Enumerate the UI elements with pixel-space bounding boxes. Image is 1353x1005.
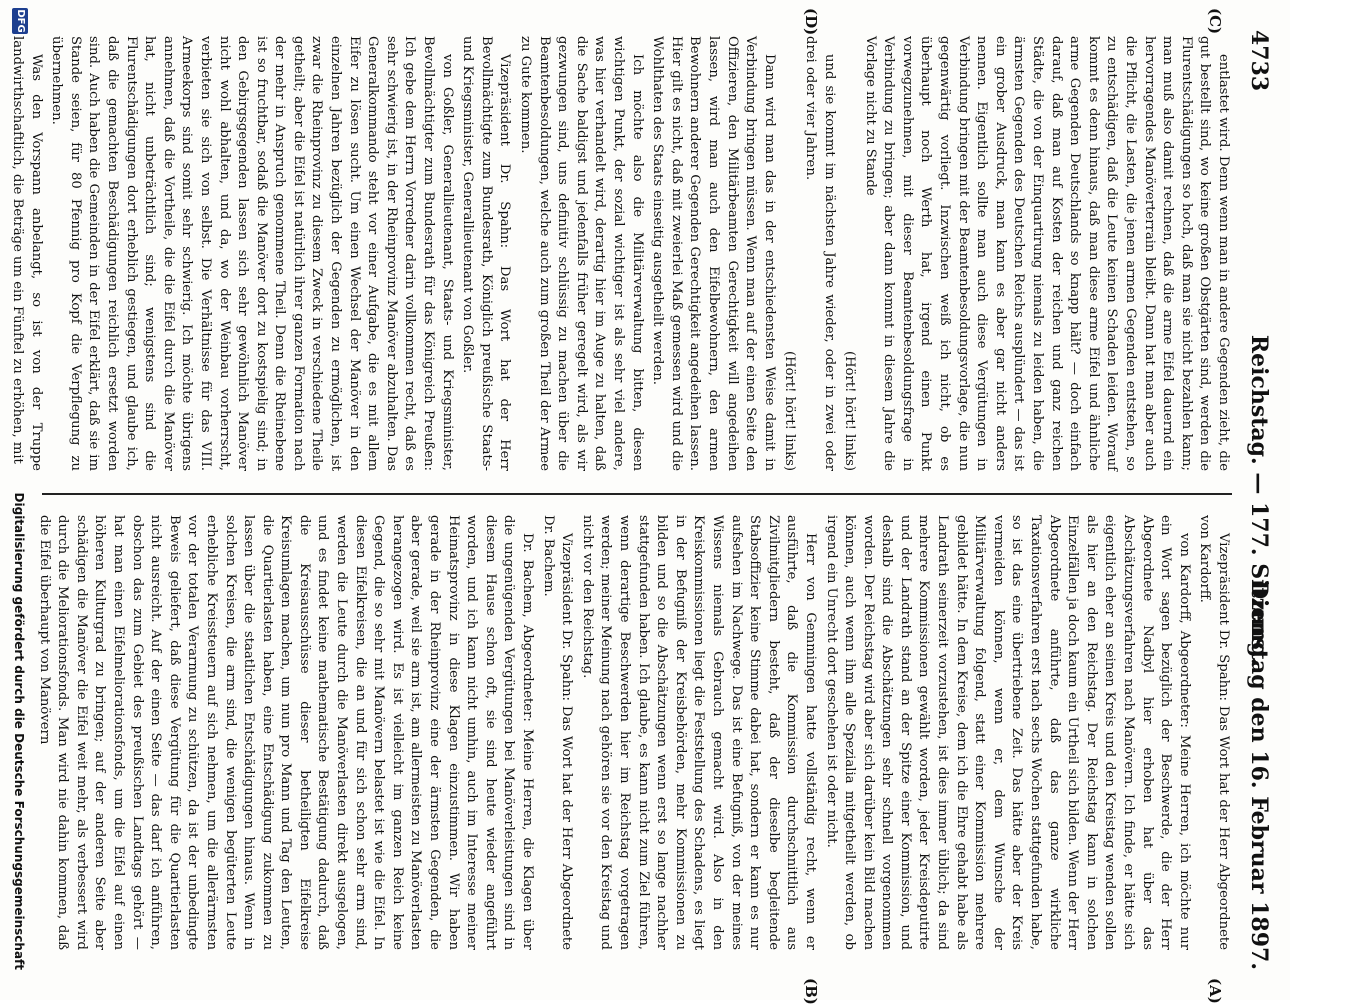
page-number: 4733 (1246, 30, 1272, 92)
margin-mark-b: (B) (802, 978, 820, 1005)
digitization-credit-strip (8, 0, 30, 1000)
paragraph: Ich möchte also die Militärverwaltung bitten, diesen wichtigen Punkt, der sozial wichtiger ist als sehr viel andere, was hier verhandelt wird, derartig hier im Auge zu halten, daß die Sache baldigst und jedenfalls früher geregelt wird, als wir gezwungen sind, uns definitiv schlüssig zu machen über die Beamtenbesoldungen, welche auch zum großen Theil der Armee zu Gute kommen. (518, 36, 645, 471)
margin-mark-d: (D) (802, 8, 820, 36)
page-header (1238, 30, 1278, 970)
paragraph: von Kardorff, Abgeordneter: Meine Herren, ich möchte nur ein Wort sagen bezüglich der Beschwerde, die der Herr Abgeordnete Nadbyl hier erhoben hat über das Abschätzungsverfahren nach Manövern. Ich finde, er hätte sich eigentlich eher an seinen Kreis und den Kreistag wenden sollen als hier an den Reichstag. Der Reichstag kann in solchen Einzelfällen ja doch kaum ein Urtheil sich bilden. Wenn der Herr Abgeordnete anführte, daß das ganze wirkliche Taxationsverfahren erst nach sechs Wochen stattgefunden habe, so ist das eine übertriebene Zeit. Das hätte aber der Kreis vermeiden können, wenn er, dem Wunsche der Militärverwaltung folgend, statt einer Kommission mehrere gebildet hätte. In dem Kreise, dem ich die Ehre gehabt habe als Landrath seinerzeit vorzustehen, ist dies immer üblich; da sind mehrere Kommissionen gewählt worden, jeder Kreisdeputirte und der Landrath stand an der Spitze einer Kommission, und deshalb sind die Abschätzungen sehr schnell vorgenommen worden. Der Reichstag wird aber sich darüber kein Bild machen können, auch wenn ihm alle Spezialia mitgetheilt werden, ob irgend ein Unrecht dort geschehen ist oder nicht. (823, 515, 1192, 950)
paragraph: von Goßler, Generallieutenant, Staats- und Kriegsminister, Bevollmächtigter zum Bundesrath für das Königreich Preußen: Ich gebe dem Herrn Vorredner darin vollkommen recht, daß es sehr schwierig ist, in der Rheinprovinz Manöver abzuhalten. Das Generalkommando steht vor einer Aufgabe, die es mit allem Eifer zu lösen sucht. Um einen Wechsel der Manöver in den einzelnen Jahren bezüglich der Gegenden zu ermöglichen, ist zwar die Rheinprovinz zu diesem Zweck in verschiedene Theile getheilt; aber die Eifel ist natürlich ihrer ganzen Formation nach der mehr in Anspruch genommene Theil. Denn die Rheinebene ist so fruchtbar, sodaß die Manöver dort zu kostspielig sind; in den Gebirgsgegenden lassen sich sehr gewöhnlich Manöver nicht wohl abhalten, und da, wo der Weinbau vorherrscht, verbieten sie sich von selbst. Die Verhältnisse für das VIII. Armeekorps sind somit sehr schwierig. Ich möchte übrigens annehmen, daß die Vortheile, die die Eifel durch die Manöver hat, nicht unbeträchtlich sind; wenigstens sind die Flurentschädigungen dort erheblich gestiegen, und glaube ich, daß die gemachten Beschädigungen reichlich ersetzt worden sind. Auch haben die Gemeinden in der Eifel erklärt, daß sie im Stande seien, für 80 Pfennig pro Kopf die Verpflegung zu übernehmen. (49, 36, 455, 471)
paragraph: Vizepräsident Dr. Spahn: Das Wort hat der Herr Abgeordnete Dr. Bachem. (540, 515, 575, 950)
paragraph: Dr. Bachem, Abgeordneter: Meine Herren, die Klagen über die ungenügenden Vergütungen bei Manöverleistungen sind in diesem Hause schon oft, sie sind heute wieder angeführt worden, und ich kann nicht umhin, auch im Interesse meiner Heimatsprovinz in diese Klagen einzustimmen. Wir haben gerade in der Rheinprovinz eine der ärmsten Gegenden, die aber gerade, weil sie arm ist, am allermeisten zu Manöverlasten herangezogen wird. Es ist vielleicht im ganzen Reich keine Gegend, die so sehr mit Manövern belastet ist wie die Eifel. In diesen Eifelkreisen, die an und für sich schon sehr arm sind, werden die Leute durch die Manöverlasten direkt ausgelogen, und es findet keine mathematische Bestätigung dadurch, daß die Kreisausschüsse dieser betheiligten Eifelkreise Kreisumlagen machen, um nun pro Mann und Tag den Leuten, die Quartierlasten haben, eine Entschädigung zukommen zu lassen über die staatlichen Entschädigungen hinaus. Wenn in solchen Kreisen, die arm sind, die wenigen begüterten Leute erhebliche Kreissteuern auf sich nehmen, um die allerärmsten vor der totalen Verarmung zu schützen, da ist der unbedingte Beweis geliefert, daß diese Vergütung für die Quartierlasten nicht ausreicht. Auf der einen Seite — das darf ich anführen, obschon das zum Gebiet des preußischen Landtags gehört — hat man einen Eifelmeliorationsfonds, um die Eifel auf einen höheren Kulturgrad zu bringen; auf der anderen Seite aber schädigen die Manöver die Eifel weit mehr, als verbessert wird durch die Meliorationsfonds. Man wird nie dahin kommen, daß die Eifel überhaupt von Manövern (36, 515, 536, 950)
margin-mark-c: (C) (1206, 8, 1224, 35)
interjection: (Hört! hört! links) (782, 350, 798, 471)
margin-mark-a: (A) (1206, 978, 1224, 1004)
interjection: (Hört! hört! links) (842, 350, 858, 471)
page-date: Dienstag den 16. Februar 1897. (1246, 579, 1272, 970)
paragraph: und sie kommt im nächsten Jahre wieder, oder in zwei oder drei oder vier Jahren. (802, 36, 837, 471)
paragraph: Was den Vorspann anbelangt, so ist von der Truppe landwirthschaftlich, die Beträge um ein Fünftel zu erhöhen, mit (10, 36, 44, 471)
paragraph: Vizepräsident Dr. Spahn: Das Wort hat der Herr Abgeordnete von Kardorff. (1197, 515, 1231, 950)
column-divider (42, 493, 1232, 495)
dfg-logo-icon: DFG (12, 8, 28, 34)
right-text-column (10, 36, 1232, 471)
left-text-column (36, 515, 1232, 950)
paragraph: Vizepräsident Dr. Spahn: Das Wort hat der Herr Bevollmächtigte zum Bundesrath, Königlich preußische Staats- und Kriegsminister, Generallieutenant von Goßler. (460, 36, 513, 471)
digitization-credit: Digitalisierung gefördert durch die Deutsche Forschungsgemeinschaft (12, 492, 26, 970)
paragraph: entlastet wird. Denn wenn man in andere Gegenden zieht, die gut bestellt sind, wo keine großen Obstgärten sind, werden die Flurentschädigungen so hoch, daß man sie nicht bezahlen kann; man muß also damit rechnen, daß die arme Eifel dauernd ein hervorragendes Manöverterrain bleibt. Dann hat man aber auch die Pflicht, die Lasten, die jenen armen Gegenden entstehen, so zu entschädigen, daß die Leute keinen Schaden leiden. Worauf kommt es denn hinaus, daß man diese arme Eifel und ähnliche arme Gegenden Deutschlands so knapp hält? — doch einfach darauf, daß man auf Kosten der reichen und ganz reichen Städte, die von der Einquartirung niemals zu leiden haben, die ärmsten Gegenden des Deutschen Reichs ausplündert — das ist ein grober Ausdruck, man kann es aber gar nicht anders nennen. Eigentlich sollte man auch diese Vergütungen in Verbindung bringen mit der Beamtenbesoldungsvorlage, die nun gegenwärtig vorliegt. Inzwischen weiß ich nicht, ob es überhaupt noch Werth hat, irgend einen Punkt vorwegzunehmen, mit dieser Beamtenbesoldungsfrage in Verbindung zu bringen; aber dann kommt in diesem Jahre die Vorlage nicht zu Stande (862, 36, 1231, 471)
paragraph: Dann wird man das in der entschiedensten Weise damit in Verbindung bringen müssen. Wenn man auf der einen Seite den Offizieren, den Militärbeamten Gerechtigkeit will angedeihen lassen, wird man auch den Eifelbewohnern, den armen Bewohnern anderer Gegenden Gerechtigkeit angedeihen lassen. Hier gilt es nicht, daß mit zweierlei Maß gemessen wird und die Wohlthaten des Staats einseitig ausgetheilt werden. (650, 36, 777, 471)
paragraph: Herr von Gemmingen hatte vollständig recht, wenn er ausführte, daß die Kommission durchschnittlich aus Zivilmitgliedern besteht, daß der dieselbe begleitende Stabsoffizier keine Stimme dabei hat, sondern er kann es nur aufsehen im Nachwege. Das ist eine Befugniß, von der meines Wissens niemals Gebrauch gemacht wird. Also in den Kreiskommissionen liegt die Feststellung des Schadens, es liegt in der Befugniß der Kreisbehörden, mehr Kommissionen zu bilden und so die Abschätzungen wenn erst so lange nachher stattgefunden haben. Ich glaube, es kann nicht zum Ziel führen, wenn derartige Beschwerden hier im Reichstag vorgetragen werden; meiner Meinung nach gehören sie vor den Kreistag und nicht vor den Reichstag. (579, 515, 818, 950)
page-title: Reichstag. — 177. Sitzung. (1246, 334, 1272, 666)
